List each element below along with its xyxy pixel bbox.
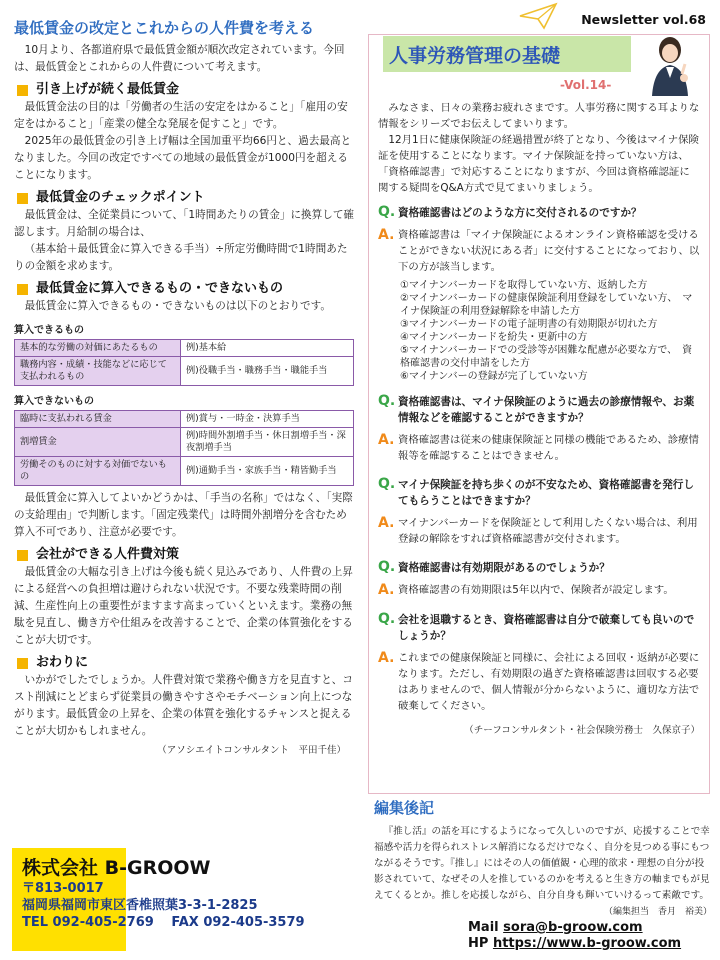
intro-text: 10月より、各都道府県で最低賃金額が順次改定されています。今回は、最低賃金とこれからの人件費について考えます。: [14, 44, 345, 73]
table-cell: 例)通勤手当・家族手当・精皆勤手当: [181, 457, 354, 486]
table-cell: 割増賃金: [15, 428, 181, 457]
table-row: [15, 340, 354, 357]
bullet-square-icon: [17, 85, 28, 96]
q-mark: Q.: [378, 611, 396, 627]
section-text: いかがでしたでしょうか。人件費対策で業務や働き方を見直すと、コスト削減にとどまらず従業員の働きやすさやモチベーション向上につながります。最低賃金の上昇を、企業の体質を強化するチャンスと捉えることが大切かもしれません。: [14, 674, 353, 737]
list-item: ③マイナンバーカードの電子証明書の有効期限が切れた方: [400, 319, 658, 330]
section-heading: 最低賃金のチェックポイント: [14, 189, 354, 207]
q-mark: Q.: [378, 559, 396, 575]
table-row: [15, 457, 354, 486]
a-mark: A.: [378, 227, 395, 243]
article-title: 最低賃金の改定とこれからの人件費を考える: [14, 19, 315, 37]
answer: A. 資格確認書は従来の健康保険証と同様の機能であるため、診療情報等を確認することはできません。: [378, 432, 699, 462]
table-row: [15, 411, 354, 428]
editor-postscript: [374, 798, 712, 917]
section-heading: 会社ができる人件費対策: [14, 546, 354, 564]
q-mark: Q.: [378, 476, 396, 492]
table-cell: 例)基本給: [181, 340, 354, 357]
table-label: 算入できないもの: [14, 396, 94, 407]
a-mark: A.: [378, 650, 395, 666]
answer: A. 資格確認書は「マイナ保険証によるオンライン資格確認を受けることができない状況にある者」に交付することになっており、以下の方が該当します。: [378, 227, 700, 273]
series-intro: 12月1日に健康保険証の経過措置が終了となり、今後はマイナ保険証を使用することになります。マイナ保険証を持っていない方は、「資格確認書」で対応することになりますが、今回は資格確認証に関する疑問をQ&A方式で見てまいりましょう。: [378, 134, 699, 194]
paper-plane-icon: [518, 2, 558, 30]
postscript-title: 編集後記: [374, 799, 435, 817]
author-signature: （チーフコンサルタント・社会保険労務士 久保京子）: [464, 725, 700, 736]
bullet-square-icon: [17, 284, 28, 295]
company-zip: 〒813-0017: [22, 881, 104, 896]
series-intro: みなさま、日々の業務お疲れさまです。人事労務に関する耳よりな情報をシリーズでお伝えしてまいります。: [378, 102, 700, 130]
answer: A. 資格確認書の有効期限は5年以内で、保険者が設定します。: [378, 582, 674, 598]
table-cell: 基本的な労働の対価にあたるもの: [15, 340, 181, 357]
excludable-table: [14, 410, 354, 486]
table-row: [15, 428, 354, 457]
table-label: 算入できるもの: [14, 325, 84, 336]
q-mark: Q.: [378, 393, 396, 409]
table-row: [15, 357, 354, 386]
section-text: 最低賃金の大幅な引き上げは今後も続く見込みであり、人件費の上昇による経営への負担増は避けられない状況です。不要な残業時間の削減、生産性向上の重要性がますます高まっていくといえます。業務の無駄を見直し、働き方や仕組みを改善することで、企業の体質強化をすることが大切です。: [14, 566, 353, 646]
section-text: 最低賃金は、全従業員について、「1時間あたりの賃金」に換算して確認します。月給制の場合は、: [14, 209, 355, 238]
list-item: ⑤マイナンバーカードでの受診等が困難な配慮が必要な方で、 資格確認書の交付申請をした方: [400, 345, 693, 369]
a-mark: A.: [378, 432, 395, 448]
postscript-signature: （編集担当 香月 裕美）: [603, 907, 712, 917]
hp-label: HP: [468, 936, 493, 951]
company-phone: TEL 092-405-2769 FAX 092-405-3579: [22, 915, 305, 930]
email-link[interactable]: sora@b-groow.com: [503, 920, 643, 935]
table-cell: 臨時に支払われる賃金: [15, 411, 181, 428]
left-column: [14, 18, 354, 756]
bullet-square-icon: [17, 550, 28, 561]
newsletter-volume: Newsletter vol.68: [581, 12, 706, 27]
bullet-square-icon: [17, 193, 28, 204]
section-text: 最低賃金に算入できるもの・できないものは以下のとおりです。: [24, 300, 331, 312]
company-address: 福岡県福岡市東区香椎照葉3-3-1-2825: [22, 898, 258, 913]
list-item: ①マイナンバーカードを取得していない方、返納した方: [400, 280, 648, 291]
section-text: 最低賃金法の目的は「労働者の生活の安定をはかること」「雇用の安定をはかること」「産業の健全な発展を促すこと」です。: [14, 101, 348, 130]
a-mark: A.: [378, 515, 395, 531]
company-info: [22, 856, 305, 931]
question: Q. マイナ保険証を持ち歩くのが不安なため、資格確認書を発行してもらうことはできますか？: [378, 476, 694, 507]
table-cell: 職務内容・成績・技能などに応じて支払われるもの: [15, 357, 181, 386]
answer: A. これまでの健康保険証と同様に、会社による回収・返納が必要になります。ただし、有効期限の過ぎた資格確認書は回収する必要はありませんので、個人情報が分からないように、適切な方法で破棄してください。: [378, 650, 700, 712]
mail-label: Mail: [468, 920, 504, 935]
section-heading: 最低賃金に算入できるもの・できないもの: [14, 280, 354, 298]
series-banner: 人事労務管理の基礎: [383, 36, 631, 72]
bullet-square-icon: [17, 658, 28, 669]
answer: A. マイナンバーカードを保険証として利用したくない場合は、利用登録の解除をすれば資格確認書が交付されます。: [378, 515, 698, 545]
contact-info: [468, 920, 681, 952]
table-cell: 例)役職手当・職務手当・職能手当: [181, 357, 354, 386]
table-cell: 労働そのものに対する対価でないもの: [15, 457, 181, 486]
list-item: ⑥マイナンバーの登録が完了していない方: [400, 371, 588, 382]
section-text: 2025年の最低賃金の引き上げ幅は全国加重平均66円と、過去最高となりました。今回の改定ですべての地域の最低賃金が1000円を超えることになります。: [14, 135, 352, 181]
question: Q. 資格確認書はどのような方に交付されるのですか？: [378, 204, 642, 220]
table-cell: 例)賞与・一時金・決算手当: [181, 411, 354, 428]
section-text: 最低賃金に算入してよいかどうかは、「手当の名称」ではなく、「実際の支給理由」で判断します。「固定残業代」は時間外割増分を含むため算入不可であり、注意が必要です。: [14, 492, 353, 538]
question: Q. 会社を退職するとき、資格確認書は自分で破棄しても良いのでしょうか？: [378, 611, 695, 642]
list-item: ④マイナンバーカードを紛失・更新中の方: [400, 332, 588, 343]
question: Q. 資格確認書は有効期限があるのでしょうか？: [378, 559, 610, 575]
question: Q. 資格確認書は、マイナ保険証のように過去の診療情報や、お薬情報などを確認することができますか？: [378, 393, 695, 424]
list-item: ②マイナンバーカードの健康保険証利用登録をしていない方、 マイナ保険証の利用登録解除を申請した方: [400, 293, 693, 317]
website-link[interactable]: https://www.b-groow.com: [492, 936, 682, 951]
includable-table: [14, 339, 354, 386]
eligible-list: [400, 279, 700, 383]
author-signature: （アソシエイトコンサルタント 平田千佳）: [157, 745, 346, 756]
businesswoman-illustration-icon: [640, 34, 696, 100]
table-cell: 例)時間外割増手当・休日割増手当・深夜割増手当: [181, 428, 354, 457]
a-mark: A.: [378, 582, 395, 598]
company-name: 株式会社 B-GROOW: [22, 857, 211, 879]
series-volume: -Vol.14-: [560, 78, 612, 92]
section-text: （基本給＋最低賃金に算入できる手当）÷所定労働時間で1時間あたりの金額を求めます。: [14, 243, 348, 272]
section-heading: おわりに: [14, 654, 354, 672]
postscript-text: 『推し活』の話を耳にするようになって久しいのですが、応援することで幸福感や活力を得られストレス解消になるだけでなく、自分を見つめる事にもつながるそうです。『推し』にはその人の価値観・心理的欲求・理想の自分が投影されていて、なぜその人を推しているのかを考えると生き方の軸までもが見えてくるとか。推しを応援しながら、自分自身も輝いていけるって素敵です。: [374, 826, 710, 901]
q-mark: Q.: [378, 204, 396, 220]
qa-content: [378, 100, 700, 736]
section-heading: 引き上げが続く最低賃金: [14, 81, 354, 99]
